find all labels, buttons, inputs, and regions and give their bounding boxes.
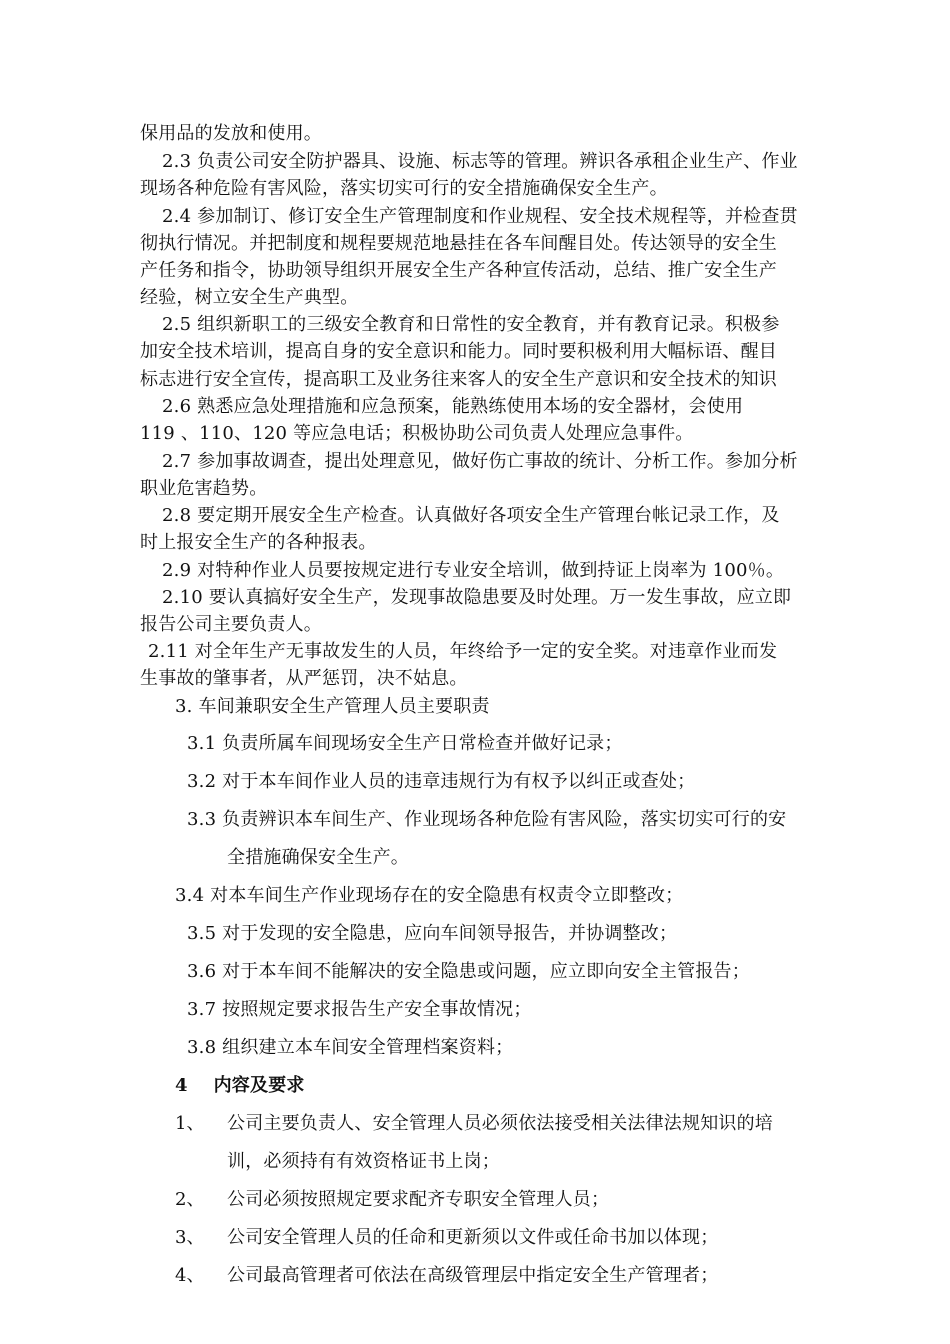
paragraph-line: 现场各种危险有害风险，落实切实可行的安全措施确保安全生产。 [140, 178, 668, 199]
paragraph-line: 保用品的发放和使用。 [140, 123, 322, 144]
item-3-2: 3.2 对于本车间作业人员的违章违规行为有权予以纠正或查处； [187, 771, 696, 792]
item-2-6: 2.6 熟悉应急处理措施和应急预案，能熟练使用本场的安全器材，会使用 [162, 396, 744, 417]
paragraph-line: 标志进行安全宣传，提高职工及业务往来客人的安全生产意识和安全技术的知识 [140, 369, 777, 390]
item-3-5: 3.5 对于发现的安全隐患，应向车间领导报告，并协调整改； [187, 923, 678, 944]
item-3-3: 3.3 负责辨识本车间生产、作业现场各种危险有害风险，落实切实可行的安 [187, 809, 787, 830]
item-2-4: 2.4 参加制订、修订安全生产管理制度和作业规程、安全技术规程等，并检查贯 [162, 206, 798, 227]
item-3-3-cont: 全措施确保安全生产。 [227, 847, 409, 868]
paragraph-line: 生事故的肇事者，从严惩罚，决不姑息。 [140, 668, 468, 689]
item-2-3: 2.3 负责公司安全防护器具、设施、标志等的管理。辨识各承租企业生产、作业 [162, 151, 798, 172]
paragraph-line: 时上报安全生产的各种报表。 [140, 532, 377, 553]
list-item-cont: 训，必须持有有效资格证书上岗； [227, 1151, 500, 1172]
item-3-7: 3.7 按照规定要求报告生产安全事故情况； [187, 999, 532, 1020]
paragraph-line: 职业危害趋势。 [140, 478, 268, 499]
paragraph-line: 经验，树立安全生产典型。 [140, 287, 359, 308]
list-number: 2、 [175, 1189, 205, 1210]
list-item-text: 公司最高管理者可依法在高级管理层中指定安全生产管理者； [227, 1265, 719, 1286]
paragraph-line: 彻执行情况。并把制度和规程要规范地悬挂在各车间醒目处。传达领导的安全生 [140, 233, 777, 254]
item-2-7: 2.7 参加事故调查，提出处理意见，做好伤亡事故的统计、分析工作。参加分析 [162, 451, 798, 472]
item-3-4: 3.4 对本车间生产作业现场存在的安全隐患有权责令立即整改； [175, 885, 684, 906]
list-item-text: 公司主要负责人、安全管理人员必须依法接受相关法律法规知识的培 [227, 1113, 773, 1134]
paragraph-line: 119 、110、120 等应急电话；积极协助公司负责人处理应急事件。 [140, 423, 694, 444]
item-2-10: 2.10 要认真搞好安全生产，发现事故隐患要及时处理。万一发生事故，应立即 [162, 587, 792, 608]
section-4-title: 4 内容及要求 [175, 1075, 305, 1096]
item-2-11: 2.11 对全年生产无事故发生的人员，年终给予一定的安全奖。对违章作业而发 [148, 641, 778, 662]
item-2-5: 2.5 组织新职工的三级安全教育和日常性的安全教育，并有教育记录。积极参 [162, 314, 780, 335]
item-2-9: 2.9 对特种作业人员要按规定进行专业安全培训，做到持证上岗率为 100％。 [162, 560, 785, 581]
list-number: 3、 [175, 1227, 205, 1248]
paragraph-line: 加安全技术培训，提高自身的安全意识和能力。同时要积极利用大幅标语、醒目 [140, 341, 777, 362]
list-number: 4、 [175, 1265, 205, 1286]
item-3-6: 3.6 对于本车间不能解决的安全隐患或问题，应立即向安全主管报告； [187, 961, 750, 982]
list-number: 1、 [175, 1113, 205, 1134]
paragraph-line: 产任务和指令，协助领导组织开展安全生产各种宣传活动，总结、推广安全生产 [140, 260, 777, 281]
item-3-8: 3.8 组织建立本车间安全管理档案资料； [187, 1037, 514, 1058]
section-3-title: 3. 车间兼职安全生产管理人员主要职责 [175, 696, 490, 717]
item-3-1: 3.1 负责所属车间现场安全生产日常检查并做好记录； [187, 733, 623, 754]
item-2-8: 2.8 要定期开展安全生产检查。认真做好各项安全生产管理台帐记录工作，及 [162, 505, 780, 526]
list-item-text: 公司必须按照规定要求配齐专职安全管理人员； [227, 1189, 610, 1210]
list-item-text: 公司安全管理人员的任命和更新须以文件或任命书加以体现； [227, 1227, 719, 1248]
paragraph-line: 报告公司主要负责人。 [140, 614, 322, 635]
